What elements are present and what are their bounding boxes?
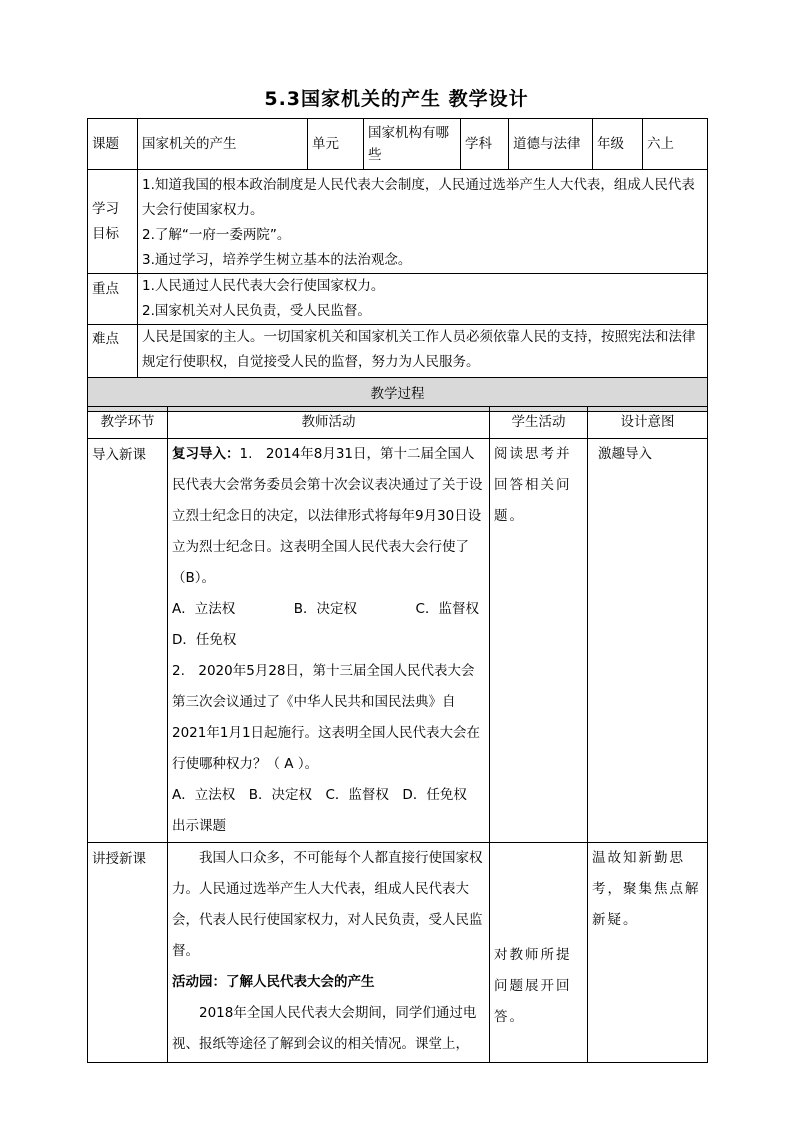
topic-value: 国家机关的产生 xyxy=(138,119,308,170)
keypoint-item: 1.人民通过人民代表大会行使国家权力。 xyxy=(142,278,385,294)
column-header-intent: 设计意图 xyxy=(588,407,708,439)
goal-item: 3.通过学习，培养学生树立基本的法治观念。 xyxy=(142,252,412,268)
teaching-process-table xyxy=(87,406,708,1063)
lecture-paragraph: 我国人口众多，不可能每个人都直接行使国家权力。人民通过选举产生人大代表，组成人民代表大会，代表人民行使国家权力，对人民负责，受人民监督。 xyxy=(172,850,483,959)
unit-label: 单元 xyxy=(308,119,364,170)
lecture-paragraph: 2018年全国人民代表大会期间，同学们通过电视、报纸等途径了解到会议的相关情况。课堂上， xyxy=(172,1005,477,1052)
keypoints-content xyxy=(138,274,708,325)
intro-teacher-activity xyxy=(168,439,490,843)
intro-student-activity: 阅读思考并回答相关问题。 xyxy=(490,439,588,843)
document-title: 5.3国家机关的产生 教学设计 xyxy=(264,88,529,110)
difficulty-label: 难点 xyxy=(88,325,138,378)
option: C．监督权 xyxy=(415,601,479,617)
question-2-options: A．立法权 B．决定权 C．监督权 D．任免权 xyxy=(172,787,467,803)
goals-label: 学习目标 xyxy=(88,170,138,274)
topic-label: 课题 xyxy=(88,119,138,170)
question-1-text: 1. 2014年8月31日，第十二届全国人民代表大会常务委员会第十次会议表决通过了关于设立烈士纪念日的决定，以法律形式将每年9月30日设立为烈士纪念日。这表明全国人民代表大会行使了（B）。 xyxy=(172,446,483,586)
question-1-option-d: D．任免权 xyxy=(172,632,237,648)
activity-title: 活动园：了解人民代表大会的产生 xyxy=(172,974,375,990)
subject-label: 学科 xyxy=(461,119,509,170)
lecture-teacher-activity xyxy=(168,843,490,1063)
stage-intro: 导入新课 xyxy=(88,439,168,843)
process-header: 教学过程 xyxy=(88,378,708,412)
difficulty-text: 人民是国家的主人。一切国家机关和国家机关工作人员必须依靠人民的支持，按照宪法和法律规定行使职权，自觉接受人民的监督，努力为人民服务。 xyxy=(138,325,708,378)
question-1-options xyxy=(172,594,485,625)
subject-value: 道德与法律 xyxy=(509,119,593,170)
goal-item: 1.知道我国的根本政治制度是人民代表大会制度，人民通过选举产生人大代表，组成人民代表大会行使国家权力。 xyxy=(142,177,695,218)
review-label: 复习导入： xyxy=(172,446,240,462)
goals-content xyxy=(138,170,708,274)
grade-value: 六上 xyxy=(643,119,708,170)
question-2-text: 2. 2020年5月28日，第十三届全国人民代表大会第三次会议通过了《中华人民共和国民法典》自2021年1月1日起施行。这表明全国人民代表大会在行使哪种权力？（ A ）。 xyxy=(172,663,481,772)
show-topic: 出示课题 xyxy=(172,818,226,834)
option: B．决定权 xyxy=(293,601,358,617)
column-header-teacher: 教师活动 xyxy=(168,407,490,439)
keypoints-label: 重点 xyxy=(88,274,138,325)
grade-label: 年级 xyxy=(593,119,643,170)
column-header-stage: 教学环节 xyxy=(88,407,168,439)
review-question-1 xyxy=(172,439,485,594)
intro-design-intent: 激趣导入 xyxy=(588,439,708,843)
keypoint-item: 2.国家机关对人民负责，受人民监督。 xyxy=(142,303,371,319)
lecture-student-activity: 对教师所提问题展开回答。 xyxy=(490,843,588,1063)
lecture-design-intent: 温故知新勤思考，聚集焦点解新疑。 xyxy=(588,843,708,1063)
option: A．立法权 xyxy=(172,601,236,617)
column-header-student: 学生活动 xyxy=(490,407,588,439)
goal-item: 2.了解“一府一委两院”。 xyxy=(142,227,291,243)
lesson-info-table xyxy=(87,118,708,412)
unit-value: 国家机构有哪些 xyxy=(364,119,461,170)
stage-lecture: 讲授新课 xyxy=(88,843,168,1063)
